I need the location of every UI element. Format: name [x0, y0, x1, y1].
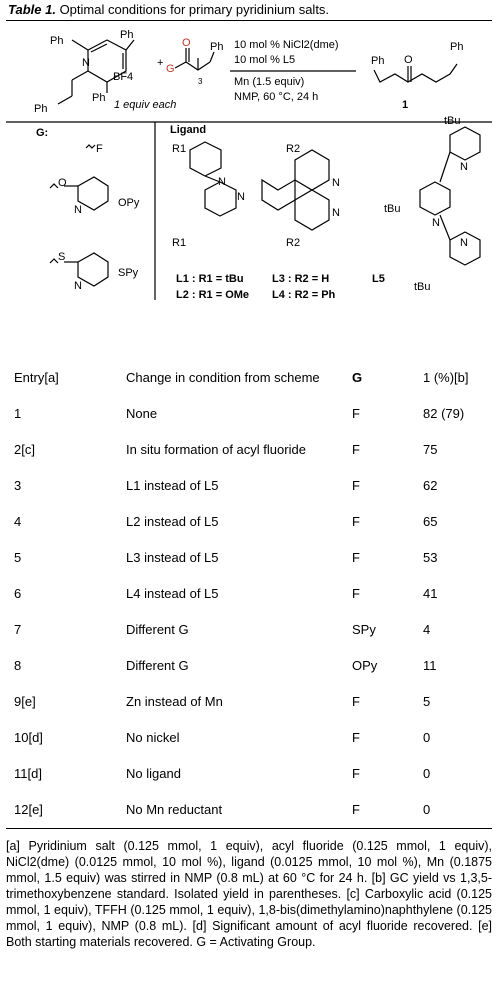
entry-cell: 12[e]: [14, 802, 43, 817]
change-cell: In situ formation of acyl fluoride: [126, 442, 306, 457]
table-row: [14, 658, 484, 678]
change-cell: Zn instead of Mn: [126, 694, 223, 709]
g-cell: F: [352, 730, 360, 745]
bottom-rule: [6, 828, 492, 829]
ligand-label-l1: L1 : R1 = tBu: [176, 273, 244, 285]
table-header-row: [14, 370, 484, 390]
yield-cell: 0: [423, 802, 431, 817]
yield-cell: 41: [423, 586, 438, 601]
entry-cell: 4: [14, 514, 22, 529]
yield-cell: 0: [423, 730, 431, 745]
g-cell: F: [352, 406, 360, 421]
condition-1: 10 mol % NiCl2(dme): [234, 39, 339, 51]
pyridinium-n: N: [82, 57, 90, 69]
ligand-atom: N: [332, 177, 340, 189]
product-label: 1: [402, 99, 409, 111]
table-row: [14, 442, 484, 462]
plus-sign: +: [157, 57, 164, 69]
ligand-atom: R1: [172, 237, 187, 249]
ligand-header: Ligand: [170, 124, 207, 136]
yield-cell: 65: [423, 514, 438, 529]
g-item-f: F: [96, 143, 103, 155]
entry-cell: 1: [14, 406, 22, 421]
header-change: Change in condition from scheme: [126, 370, 320, 385]
carbonyl-o: O: [182, 37, 191, 49]
ligand-atom: R2: [286, 143, 301, 155]
ligand-atom: R2: [286, 237, 301, 249]
ph-label: Ph: [371, 55, 385, 67]
ph-label: Ph: [450, 41, 464, 53]
entry-cell: 5: [14, 550, 22, 565]
change-cell: L4 instead of L5: [126, 586, 219, 601]
table-row: [14, 766, 484, 786]
change-cell: No Mn reductant: [126, 802, 223, 817]
table-row: [14, 586, 484, 606]
condition-2: 10 mol % L5: [234, 54, 296, 66]
change-cell: L2 instead of L5: [126, 514, 219, 529]
table-row: [14, 550, 484, 570]
spy-n: N: [74, 280, 82, 292]
spy-s: S: [58, 251, 66, 263]
ligand-label-l5: L5: [372, 273, 385, 285]
ph-label: Ph: [34, 103, 48, 115]
ligand-atom: N: [332, 207, 340, 219]
g-label: G: [166, 63, 175, 75]
yield-cell: 82 (79): [423, 406, 465, 421]
g-cell: F: [352, 514, 360, 529]
chain-subscript: 3: [198, 77, 203, 86]
ligand-atom: N: [237, 191, 245, 203]
g-cell: F: [352, 478, 360, 493]
change-cell: L3 instead of L5: [126, 550, 219, 565]
header-g: G: [352, 370, 363, 385]
table-footnote: [a] Pyridinium salt (0.125 mmol, 1 equiv), acyl fluoride (0.125 mmol, 1 equiv), NiCl2(dme) (0.0125 mmol, 10 mol %), ligand (0.0125 mmol, 10 mol %), Mn (0.1875 mmol, 1.5 equiv) was stirred in NMP (0.8 mL) at 60 °C for 24 h. [b] GC yield vs 1,3,5-trimethoxybenzene standard. Isolated yield in parentheses. [c] Carboxylic acid (0.125 mmol, 1 equiv), TFFH (0.125 mmol, 1 equiv), 1,8-bis(dimethylamino)naphthylene (0.125 mmol, 1 equiv), NMP (0.8 mL). [d] Significant amount of acyl fluoride recovered. [e] Both starting materials recovered. G = Activating Group.: [6, 839, 492, 949]
change-cell: L1 instead of L5: [126, 478, 219, 493]
table-row: [14, 730, 484, 750]
table-row: [14, 478, 484, 498]
ligand-label-l3: L3 : R2 = H: [272, 273, 330, 285]
g-cell: F: [352, 802, 360, 817]
yield-cell: 11: [423, 658, 437, 673]
product-o: O: [404, 54, 413, 66]
ligand-atom: tBu: [384, 203, 401, 215]
equiv-note: 1 equiv each: [114, 99, 177, 111]
entry-cell: 2[c]: [14, 442, 35, 457]
change-cell: No ligand: [126, 766, 181, 781]
g-item-spy: SPy: [118, 267, 139, 279]
header-entry: Entry[a]: [14, 370, 59, 385]
g-cell: F: [352, 442, 360, 457]
change-cell: None: [126, 406, 158, 421]
ligand-atom: tBu: [414, 281, 431, 293]
yield-cell: 5: [423, 694, 431, 709]
counterion: BF4: [113, 71, 134, 83]
opy-o: O: [58, 177, 67, 189]
change-cell: No nickel: [126, 730, 180, 745]
ligand-atom: N: [460, 237, 468, 249]
yield-cell: 62: [423, 478, 438, 493]
table-row: [14, 802, 484, 822]
caption-text: Optimal conditions for primary pyridinium salts.: [59, 2, 330, 17]
change-cell: Different G: [126, 622, 189, 637]
ligand-label-l4: L4 : R2 = Ph: [272, 289, 336, 301]
g-item-opy: OPy: [118, 197, 140, 209]
g-header: G:: [36, 127, 49, 139]
header-yield: 1 (%)[b]: [423, 370, 469, 385]
ph-label: Ph: [92, 92, 106, 104]
ligand-label-l2: L2 : R1 = OMe: [176, 289, 250, 301]
yield-cell: 4: [423, 622, 431, 637]
condition-4: NMP, 60 °C, 24 h: [234, 91, 319, 103]
ligand-atom: R1: [172, 143, 187, 155]
entry-cell: 6: [14, 586, 22, 601]
ligand-atom: tBu: [444, 115, 461, 127]
entry-cell: 3: [14, 478, 22, 493]
ph-label: Ph: [210, 41, 224, 53]
caption-label: Table 1.: [8, 2, 56, 17]
ligand-atom: N: [432, 217, 440, 229]
ph-label: Ph: [120, 29, 134, 41]
entry-cell: 10[d]: [14, 730, 43, 745]
table-row: [14, 622, 484, 642]
entry-cell: 7: [14, 622, 22, 637]
entry-cell: 8: [14, 658, 22, 673]
ph-label: Ph: [50, 35, 64, 47]
table-row: [14, 514, 484, 534]
reaction-scheme: [0, 0, 498, 320]
g-cell: SPy: [352, 622, 376, 637]
g-cell: F: [352, 694, 360, 709]
ligand-atom: N: [218, 176, 226, 188]
table-row: [14, 694, 484, 714]
g-cell: F: [352, 550, 360, 565]
condition-3: Mn (1.5 equiv): [234, 76, 305, 88]
yield-cell: 75: [423, 442, 438, 457]
yield-cell: 0: [423, 766, 431, 781]
table-row: [14, 406, 484, 426]
opy-n: N: [74, 204, 82, 216]
entry-cell: 11[d]: [14, 766, 42, 781]
yield-cell: 53: [423, 550, 438, 565]
change-cell: Different G: [126, 658, 189, 673]
g-cell: OPy: [352, 658, 378, 673]
g-cell: F: [352, 766, 360, 781]
g-cell: F: [352, 586, 360, 601]
ligand-atom: N: [460, 161, 468, 173]
entry-cell: 9[e]: [14, 694, 36, 709]
